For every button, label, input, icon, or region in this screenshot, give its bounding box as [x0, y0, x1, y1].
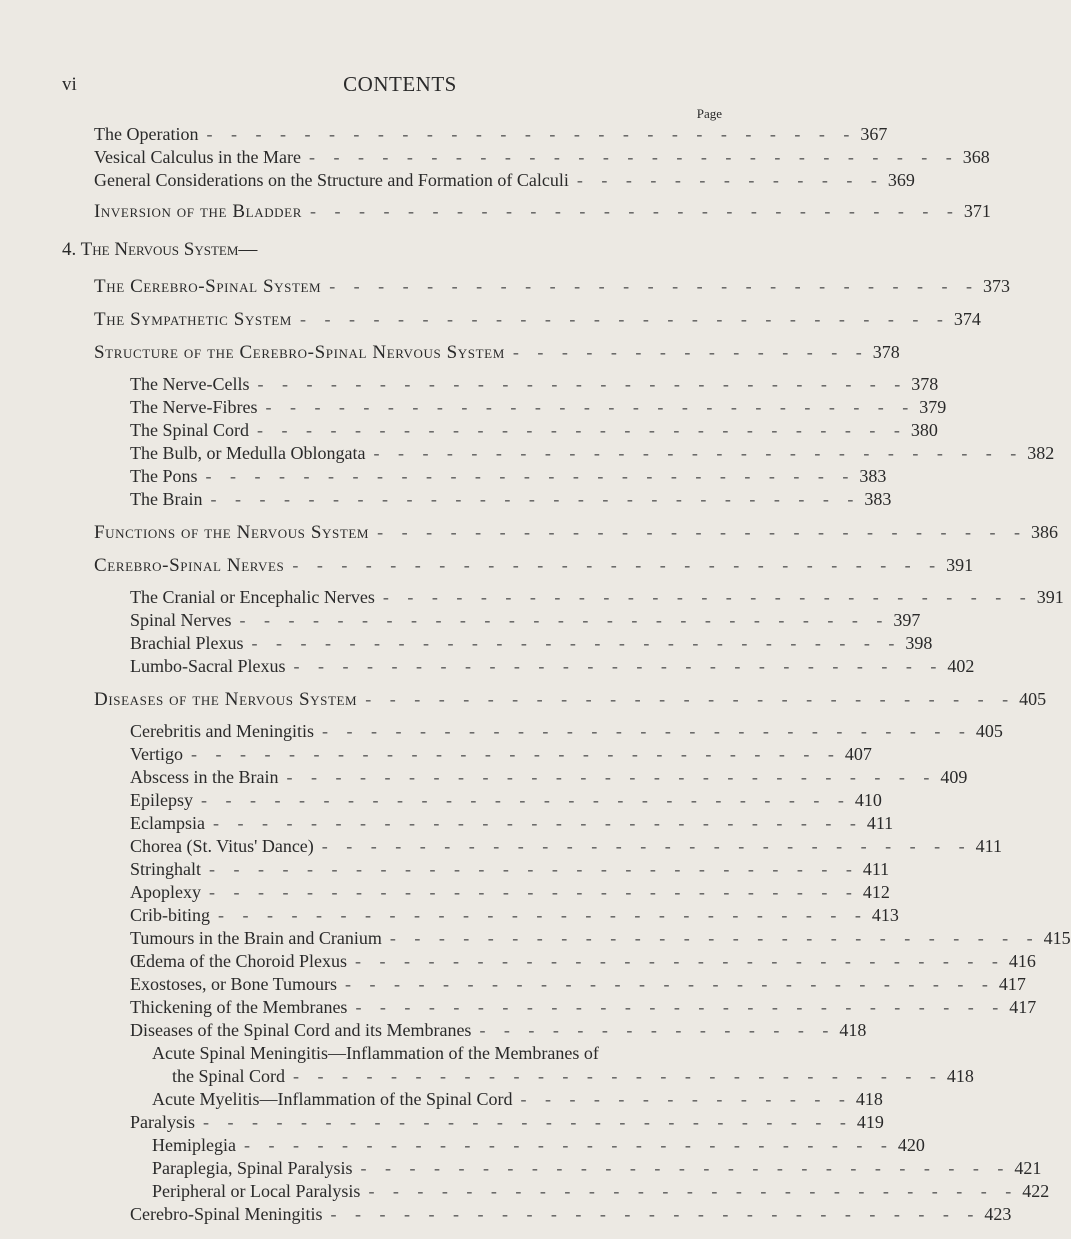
toc-entry: Paralysis - - - - - - - - - - - - - - - - - - - - - - - - - - - 419: [130, 1112, 884, 1132]
toc-entry: Acute Myelitis—Inflammation of the Spinal Cord - - - - - - - - - - - - - - 418: [152, 1089, 883, 1109]
toc-entry: The Nerve-Cells - - - - - - - - - - - - - - - - - - - - - - - - - - - 378: [130, 374, 939, 394]
toc-entry: Hemiplegia - - - - - - - - - - - - - - - - - - - - - - - - - - - 420: [152, 1135, 925, 1155]
toc-entry: The Pons - - - - - - - - - - - - - - - - - - - - - - - - - - - 383: [130, 466, 887, 486]
toc-entry: Cerebritis and Meningitis - - - - - - - - - - - - - - - - - - - - - - - - - - - 405: [130, 721, 1003, 741]
toc-entry: Peripheral or Local Paralysis - - - - - - - - - - - - - - - - - - - - - - - - - - - 422: [152, 1181, 1050, 1201]
toc-entry: Brachial Plexus - - - - - - - - - - - - - - - - - - - - - - - - - - - 398: [130, 633, 933, 653]
toc-entry: Abscess in the Brain - - - - - - - - - - - - - - - - - - - - - - - - - - - 409: [130, 767, 968, 787]
toc-entry: Diseases of the Spinal Cord and its Membranes - - - - - - - - - - - - - - - 418: [130, 1020, 867, 1040]
toc-entry: Eclampsia - - - - - - - - - - - - - - - - - - - - - - - - - - - 411: [130, 813, 894, 833]
toc-entry: Exostoses, or Bone Tumours - - - - - - - - - - - - - - - - - - - - - - - - - - - 417: [130, 974, 1026, 994]
toc-entry-heading: The Cerebro-Spinal System - - - - - - - - - - - - - - - - - - - - - - - - - - - 373: [94, 276, 1011, 297]
toc-entry: The Nerve-Fibres - - - - - - - - - - - - - - - - - - - - - - - - - - - 379: [130, 397, 947, 417]
toc-entry: Vertigo - - - - - - - - - - - - - - - - - - - - - - - - - - - 407: [130, 744, 872, 764]
toc-entry-heading: Inversion of the Bladder - - - - - - - - - - - - - - - - - - - - - - - - - - - 371: [94, 201, 991, 222]
toc-entry: Spinal Nerves - - - - - - - - - - - - - - - - - - - - - - - - - - - 397: [130, 610, 921, 630]
toc-entry: Stringhalt - - - - - - - - - - - - - - - - - - - - - - - - - - - 411: [130, 859, 890, 879]
toc-entry: The Operation - - - - - - - - - - - - - - - - - - - - - - - - - - - 367: [94, 124, 888, 144]
toc-entry: Tumours in the Brain and Cranium - - - - - - - - - - - - - - - - - - - - - - - - - - - 415: [130, 928, 1071, 948]
toc-entry: Lumbo-Sacral Plexus - - - - - - - - - - - - - - - - - - - - - - - - - - - 402: [130, 656, 975, 676]
toc-entry-heading: Functions of the Nervous System - - - - - - - - - - - - - - - - - - - - - - - - - - - 386: [94, 522, 1058, 543]
toc-entry: The Cranial or Encephalic Nerves - - - - - - - - - - - - - - - - - - - - - - - - - - - 391: [130, 587, 1064, 607]
toc-entry: The Brain - - - - - - - - - - - - - - - - - - - - - - - - - - - 383: [130, 489, 892, 509]
toc-entry-heading: Diseases of the Nervous System - - - - - - - - - - - - - - - - - - - - - - - - - - - 405: [94, 689, 1047, 710]
toc-entry: The Bulb, or Medulla Oblongata - - - - - - - - - - - - - - - - - - - - - - - - - - - 382: [130, 443, 1055, 463]
toc-entry: the Spinal Cord - - - - - - - - - - - - - - - - - - - - - - - - - - - 418: [172, 1066, 974, 1086]
toc-entry-wrapped-line: Acute Spinal Meningitis—Inflammation of the Membranes of: [152, 1043, 599, 1063]
toc-entry: Crib-biting - - - - - - - - - - - - - - - - - - - - - - - - - - - 413: [130, 905, 899, 925]
toc-entry: Paraplegia, Spinal Paralysis - - - - - - - - - - - - - - - - - - - - - - - - - - - 421: [152, 1158, 1042, 1178]
page-column-label: Page: [696, 106, 722, 121]
toc-entry-heading: Cerebro-Spinal Nerves - - - - - - - - - - - - - - - - - - - - - - - - - - - 391: [94, 555, 974, 576]
toc-section-heading: 4. The Nervous System—: [62, 239, 258, 260]
page-number: vi: [62, 74, 77, 95]
toc-entry: The Spinal Cord - - - - - - - - - - - - - - - - - - - - - - - - - - - 380: [130, 420, 938, 440]
toc-entry: Epilepsy - - - - - - - - - - - - - - - - - - - - - - - - - - - 410: [130, 790, 882, 810]
toc-entry: Apoplexy - - - - - - - - - - - - - - - - - - - - - - - - - - - 412: [130, 882, 890, 902]
toc-entry: Thickening of the Membranes - - - - - - - - - - - - - - - - - - - - - - - - - - - 417: [130, 997, 1037, 1017]
toc-entry: Chorea (St. Vitus' Dance) - - - - - - - - - - - - - - - - - - - - - - - - - - - 411: [130, 836, 1002, 856]
running-title: CONTENTS: [343, 72, 457, 96]
toc-entry-heading: The Sympathetic System - - - - - - - - - - - - - - - - - - - - - - - - - - - 374: [94, 309, 981, 330]
toc-entry: Cerebro-Spinal Meningitis - - - - - - - - - - - - - - - - - - - - - - - - - - - 423: [130, 1204, 1012, 1224]
toc-entry: Vesical Calculus in the Mare - - - - - - - - - - - - - - - - - - - - - - - - - - - 368: [94, 147, 990, 167]
toc-entry: Œdema of the Choroid Plexus - - - - - - - - - - - - - - - - - - - - - - - - - - - 416: [130, 951, 1036, 971]
toc-entry-heading: Structure of the Cerebro-Spinal Nervous System - - - - - - - - - - - - - - - 378: [94, 342, 900, 363]
toc-entry: General Considerations on the Structure and Formation of Calculi - - - - - - - - - - - - - 369: [94, 170, 915, 190]
